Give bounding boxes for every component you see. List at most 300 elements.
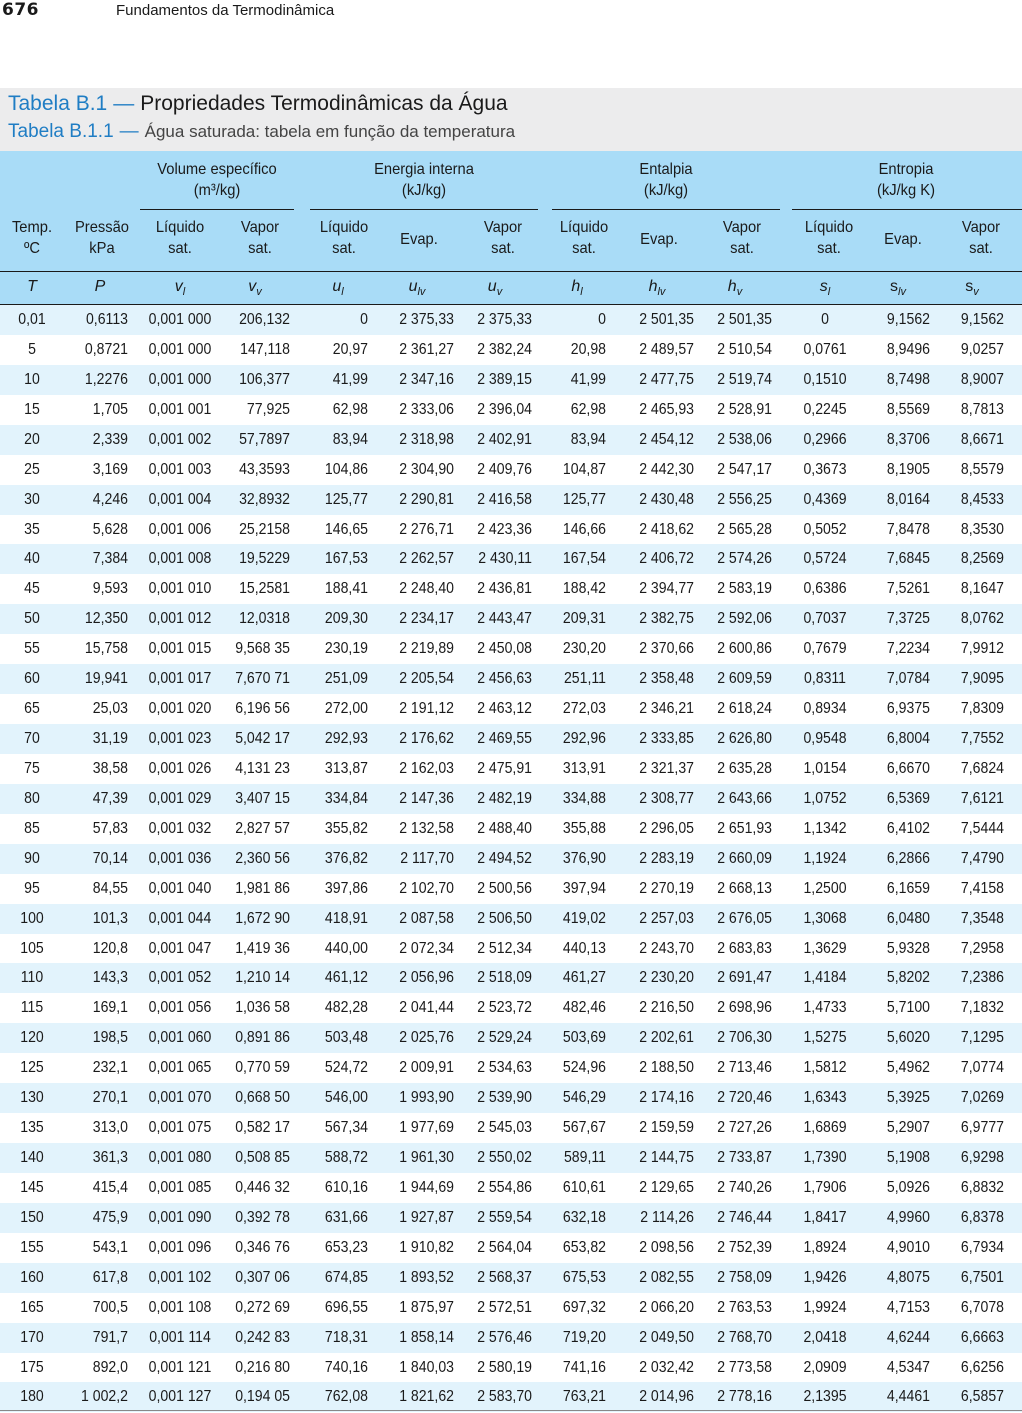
table-cell: 546,29 xyxy=(562,1089,606,1107)
table-cell: 2 450,08 xyxy=(477,640,532,658)
table-cell: 55 xyxy=(24,640,40,658)
table-cell: 0,001 056 xyxy=(148,999,212,1017)
subtable-number: Tabela B.1.1 xyxy=(8,121,114,142)
table-cell: 2,0909 xyxy=(803,1358,847,1376)
table-cell: 6,2866 xyxy=(886,849,930,867)
table-cell: 292,93 xyxy=(324,730,368,748)
table-cell: 106,377 xyxy=(239,370,290,388)
table-cell: 2 358,48 xyxy=(639,670,694,688)
table-cell: 2 698,96 xyxy=(717,999,772,1017)
table-cell: 167,53 xyxy=(324,550,368,568)
table-cell: 2 375,33 xyxy=(399,311,454,328)
symbol-subscript: v xyxy=(973,286,979,299)
column-header-line: Vapor xyxy=(483,219,523,236)
table-cell: 0,242 83 xyxy=(235,1328,290,1346)
table-cell: 5,9328 xyxy=(886,939,930,957)
table-cell: 0,001 029 xyxy=(148,789,212,807)
table-cell: 1,3068 xyxy=(803,909,847,927)
table-cell: 355,82 xyxy=(324,819,368,837)
table-cell: 47,39 xyxy=(92,789,128,807)
table-cell: 65 xyxy=(24,700,40,718)
table-cell: 6,5857 xyxy=(960,1388,1004,1406)
table-cell: 2 469,55 xyxy=(477,730,532,748)
table-cell: 85 xyxy=(24,819,40,837)
group-volume-unit: (m³/kg) xyxy=(193,182,241,199)
table-cell: 6,7501 xyxy=(960,1268,1004,1286)
table-title-block xyxy=(0,88,1022,151)
table-row xyxy=(0,993,1022,1023)
table-cell: 5,0926 xyxy=(886,1178,930,1196)
table-cell: 2 626,80 xyxy=(717,730,772,748)
table-cell: 2 114,26 xyxy=(640,1208,694,1226)
table-cell: 2 423,36 xyxy=(477,520,532,538)
table-cell: 675,53 xyxy=(562,1268,606,1286)
table-cell: 2 609,59 xyxy=(717,670,772,688)
table-row xyxy=(0,1382,1022,1412)
table-cell: 2 389,15 xyxy=(477,370,532,388)
table-cell: 20,98 xyxy=(570,340,606,358)
table-cell: 35 xyxy=(24,520,40,538)
table-cell: 25 xyxy=(24,460,40,478)
table-cell: 101,3 xyxy=(92,909,128,927)
table-cell: 2 049,50 xyxy=(639,1328,694,1346)
table-cell: 8,3706 xyxy=(886,430,930,448)
column-header xyxy=(462,217,545,259)
table-cell: 2 333,06 xyxy=(399,400,454,418)
column-header-line: Evap. xyxy=(884,231,922,248)
table-cell: 9,568 35 xyxy=(235,640,290,658)
table-cell: 8,0164 xyxy=(886,490,930,508)
table-cell: 2 547,17 xyxy=(717,460,772,478)
table-cell: 110 xyxy=(20,969,44,987)
column-header xyxy=(795,217,863,259)
table-cell: 543,1 xyxy=(92,1238,128,1256)
table-cell: 2,339 xyxy=(92,430,128,448)
table-cell: 2 763,53 xyxy=(717,1298,772,1316)
table-cell: 2 009,91 xyxy=(399,1059,454,1077)
column-header-line: Líquido xyxy=(155,219,205,236)
bottom-rule xyxy=(0,1410,1022,1411)
table-cell: 251,11 xyxy=(563,670,606,688)
table-cell: 440,00 xyxy=(324,939,368,957)
table-cell: 1 840,03 xyxy=(399,1358,454,1376)
table-cell: 3,407 15 xyxy=(235,789,290,807)
table-cell: 2 102,70 xyxy=(399,879,454,897)
table-cell: 6,6670 xyxy=(886,759,930,777)
table-cell: 2 230,20 xyxy=(639,969,694,987)
table-cell: 4,246 xyxy=(92,490,128,508)
table-cell: 1,1342 xyxy=(803,819,847,837)
table-row xyxy=(0,1053,1022,1083)
table-cell: 5,6020 xyxy=(886,1029,930,1047)
table-cell: 8,1905 xyxy=(886,460,930,478)
table-cell: 155 xyxy=(20,1238,44,1256)
table-cell: 313,87 xyxy=(324,759,368,777)
table-cell: 0,001 023 xyxy=(148,730,212,748)
table-cell: 0,001 000 xyxy=(148,340,212,358)
table-row xyxy=(0,1233,1022,1263)
table-cell: 6,6256 xyxy=(960,1358,1004,1376)
table-cell: 9,593 xyxy=(92,580,128,598)
table-cell: 2 635,28 xyxy=(717,759,772,777)
table-row xyxy=(0,963,1022,993)
table-cell: 2 394,77 xyxy=(639,580,694,598)
table-cell: 2 257,03 xyxy=(639,909,694,927)
table-row xyxy=(0,1173,1022,1203)
table-cell: 2 409,76 xyxy=(477,460,532,478)
table-cell: 8,7813 xyxy=(960,400,1004,418)
table-row xyxy=(0,365,1022,395)
table-cell: 461,27 xyxy=(562,969,606,987)
table-cell: 440,13 xyxy=(562,939,606,957)
table-cell: 2 219,89 xyxy=(399,640,454,658)
table-row xyxy=(0,724,1022,754)
table-cell: 0 xyxy=(598,311,606,328)
table-cell: 610,61 xyxy=(562,1178,606,1196)
table-cell: 7,5444 xyxy=(960,819,1004,837)
group-enthalpy-title: Entalpia xyxy=(639,161,693,178)
symbol-cell xyxy=(790,278,860,298)
table-cell: 146,66 xyxy=(562,520,606,538)
column-header-line: sat. xyxy=(332,240,356,257)
table-cell: 2 216,50 xyxy=(639,999,694,1017)
table-cell: 617,8 xyxy=(92,1268,128,1286)
table-cell: 415,4 xyxy=(92,1178,128,1196)
column-header xyxy=(3,217,62,259)
table-cell: 6,4102 xyxy=(886,819,930,837)
table-cell: 0,001 047 xyxy=(148,939,212,957)
table-cell: 1,705 xyxy=(92,400,128,418)
symbol-subscript: l xyxy=(827,286,831,299)
symbol-base: T xyxy=(27,278,37,295)
symbol-base: s xyxy=(890,278,899,295)
table-cell: 0,001 085 xyxy=(148,1178,212,1196)
column-header-line: sat. xyxy=(168,240,192,257)
table-cell: 3,169 xyxy=(92,460,128,478)
table-cell: 0,6113 xyxy=(85,311,128,328)
table-cell: 135 xyxy=(20,1119,44,1137)
table-cell: 0,001 008 xyxy=(148,550,212,568)
table-cell: 292,96 xyxy=(562,730,606,748)
table-cell: 12,0318 xyxy=(239,610,290,628)
table-row xyxy=(0,1203,1022,1233)
table-cell: 0,508 85 xyxy=(235,1149,290,1167)
table-cell: 2 129,65 xyxy=(639,1178,694,1196)
table-cell: 0,3673 xyxy=(803,460,847,478)
table-cell: 1 875,97 xyxy=(399,1298,454,1316)
group-rule xyxy=(792,209,1022,210)
table-row xyxy=(0,425,1022,455)
table-row xyxy=(0,814,1022,844)
symbol-cell xyxy=(542,278,612,298)
table-cell: 0,001 010 xyxy=(148,580,212,598)
table-cell: 2 025,76 xyxy=(399,1029,454,1047)
symbol-cell xyxy=(460,278,530,298)
symbol-base: h xyxy=(648,278,658,295)
symbol-base: s xyxy=(819,278,828,295)
table-row xyxy=(0,664,1022,694)
table-cell: 5,3925 xyxy=(886,1089,930,1107)
table-cell: 1,8924 xyxy=(803,1238,847,1256)
table-cell: 2 643,66 xyxy=(717,789,772,807)
table-subtitle: Tabela B.1.1 — Água saturada: tabela em função da temperatura xyxy=(8,121,516,142)
table-cell: 2 568,37 xyxy=(477,1268,532,1286)
table-cell: 180 xyxy=(20,1388,44,1406)
table-cell: 2 202,61 xyxy=(639,1029,694,1047)
table-cell: 2 296,05 xyxy=(639,819,694,837)
table-cell: 130 xyxy=(20,1089,44,1107)
symbol-cell xyxy=(863,278,933,298)
table-cell: 38,58 xyxy=(92,759,128,777)
table-cell: 355,88 xyxy=(562,819,606,837)
table-cell: 15,2581 xyxy=(239,580,290,598)
table-cell: 8,2569 xyxy=(960,550,1004,568)
table-cell: 7,6845 xyxy=(886,550,930,568)
table-cell: 397,94 xyxy=(562,879,606,897)
table-cell: 7,1295 xyxy=(960,1029,1004,1047)
table-cell: 0,001 060 xyxy=(148,1029,212,1047)
table-cell: 2 436,81 xyxy=(477,580,532,598)
group-enthalpy xyxy=(561,159,771,201)
table-cell: 2 454,12 xyxy=(639,430,694,448)
table-cell: 120 xyxy=(20,1029,44,1047)
table-cell: 2 528,91 xyxy=(717,400,772,418)
table-cell: 2 465,93 xyxy=(639,400,694,418)
table-cell: 0,001 040 xyxy=(148,879,212,897)
table-cell: 2 191,12 xyxy=(399,700,454,718)
table-cell: 1,4733 xyxy=(803,999,847,1017)
table-cell: 230,19 xyxy=(324,640,368,658)
table-cell: 376,90 xyxy=(562,849,606,867)
symbol-cell xyxy=(65,278,135,296)
table-cell: 8,4533 xyxy=(960,490,1004,508)
table-cell: 2 778,16 xyxy=(717,1388,772,1406)
column-header-line: Líquido xyxy=(559,219,609,236)
table-cell: 0,001 004 xyxy=(148,490,212,508)
table-cell: 2 506,50 xyxy=(477,909,532,927)
group-energy xyxy=(319,159,529,201)
symbol-cell xyxy=(622,278,692,298)
table-cell: 2 773,58 xyxy=(717,1358,772,1376)
column-header-line: kPa xyxy=(89,240,115,257)
table-cell: 2 430,11 xyxy=(478,550,532,568)
table-cell: 8,6671 xyxy=(960,430,1004,448)
table-cell: 9,1562 xyxy=(960,311,1004,328)
table-cell: 696,55 xyxy=(324,1298,368,1316)
table-cell: 631,66 xyxy=(324,1208,368,1226)
table-cell: 762,08 xyxy=(324,1388,368,1406)
table-cell: 5,4962 xyxy=(886,1059,930,1077)
table-cell: 1,5275 xyxy=(803,1029,847,1047)
table-cell: 4,7153 xyxy=(886,1298,930,1316)
table-cell: 2 132,58 xyxy=(399,819,454,837)
table-cell: 125,77 xyxy=(324,490,368,508)
table-cell: 740,16 xyxy=(324,1358,368,1376)
table-cell: 198,5 xyxy=(92,1029,128,1047)
table-cell: 0,8934 xyxy=(803,700,847,718)
table-cell: 7,9095 xyxy=(960,670,1004,688)
column-header-line: sat. xyxy=(248,240,272,257)
table-cell: 0,001 015 xyxy=(148,640,212,658)
table-cell: 567,67 xyxy=(562,1119,606,1137)
table-cell: 5,042 17 xyxy=(235,730,290,748)
table-cell: 77,925 xyxy=(246,400,290,418)
table-cell: 0,770 59 xyxy=(235,1059,290,1077)
table-cell: 7,4158 xyxy=(960,879,1004,897)
table-cell: 2 475,91 xyxy=(477,759,532,777)
table-cell: 0,5052 xyxy=(803,520,847,538)
table-cell: 2 676,05 xyxy=(717,909,772,927)
table-cell: 1,1924 xyxy=(803,849,847,867)
table-cell: 589,11 xyxy=(563,1149,606,1167)
table-cell: 0,001 036 xyxy=(148,849,212,867)
table-cell: 165 xyxy=(20,1298,44,1316)
table-cell: 2 416,58 xyxy=(477,490,532,508)
table-cell: 0,346 76 xyxy=(235,1238,290,1256)
table-cell: 0,2966 xyxy=(803,430,847,448)
table-cell: 2 375,33 xyxy=(477,311,532,328)
table-title: Tabela B.1 — Propriedades Termodinâmicas da Água xyxy=(8,92,508,115)
symbol-subscript: lv xyxy=(898,286,906,299)
table-cell: 6,196 56 xyxy=(235,700,290,718)
table-cell: 1,036 58 xyxy=(235,999,290,1017)
column-header-line: sat. xyxy=(730,240,754,257)
table-cell: 60 xyxy=(24,670,40,688)
table-cell: 0,2245 xyxy=(803,400,847,418)
table-cell: 1,672 90 xyxy=(235,909,290,927)
symbol-subscript: v xyxy=(496,286,503,299)
table-cell: 791,7 xyxy=(92,1328,128,1346)
table-row xyxy=(0,874,1022,904)
table-cell: 2 304,90 xyxy=(399,460,454,478)
table-cell: 0,668 50 xyxy=(235,1089,290,1107)
table-row xyxy=(0,574,1022,604)
table-cell: 0,392 78 xyxy=(235,1208,290,1226)
table-row xyxy=(0,544,1022,574)
table-row xyxy=(0,754,1022,784)
table-cell: 7,9912 xyxy=(960,640,1004,658)
table-cell: 8,5569 xyxy=(886,400,930,418)
table-cell: 0,001 075 xyxy=(148,1119,212,1137)
table-cell: 1 821,62 xyxy=(399,1388,454,1406)
table-cell: 120,8 xyxy=(92,939,128,957)
table-cell: 2 066,20 xyxy=(639,1298,694,1316)
table-cell: 40 xyxy=(24,550,40,568)
table-cell: 2 583,70 xyxy=(477,1388,532,1406)
table-cell: 2 333,85 xyxy=(639,730,694,748)
table-cell: 41,99 xyxy=(570,370,606,388)
table-cell: 503,48 xyxy=(324,1029,368,1047)
table-cell: 0,001 002 xyxy=(148,430,212,448)
group-rule xyxy=(310,209,538,210)
table-cell: 270,1 xyxy=(92,1089,128,1107)
table-cell: 80 xyxy=(24,789,40,807)
table-row xyxy=(0,455,1022,485)
column-header-line: Pressão xyxy=(74,219,129,236)
table-cell: 0,446 32 xyxy=(235,1178,290,1196)
table-cell: 0,7679 xyxy=(803,640,847,658)
table-cell: 57,83 xyxy=(92,819,128,837)
page-header xyxy=(0,0,1022,24)
table-cell: 0,194 05 xyxy=(235,1388,290,1406)
table-cell: 2 720,46 xyxy=(717,1089,772,1107)
table-cell: 230,20 xyxy=(562,640,606,658)
table-cell: 8,7498 xyxy=(886,370,930,388)
table-cell: 2 538,06 xyxy=(717,430,772,448)
column-header-line: Temp. xyxy=(11,219,53,236)
table-cell: 43,3593 xyxy=(239,460,290,478)
column-header xyxy=(551,217,617,259)
table-cell: 15 xyxy=(24,400,40,418)
table-cell: 143,3 xyxy=(92,969,128,987)
table-cell: 6,8832 xyxy=(960,1178,1004,1196)
table-row xyxy=(0,1293,1022,1323)
table-cell: 7,8478 xyxy=(886,520,930,538)
table-cell: 188,41 xyxy=(324,580,368,598)
table-cell: 57,7897 xyxy=(239,430,290,448)
group-entropy-title: Entropia xyxy=(878,161,934,178)
table-cell: 2 713,46 xyxy=(717,1059,772,1077)
running-title: Fundamentos da Termodinâmica xyxy=(116,2,335,19)
table-cell: 140 xyxy=(20,1149,44,1167)
table-cell: 2 539,90 xyxy=(477,1089,532,1107)
table-cell: 1,5812 xyxy=(803,1059,847,1077)
table-cell: 7,384 xyxy=(92,550,128,568)
table-cell: 2 592,06 xyxy=(717,610,772,628)
table-cell: 2 014,96 xyxy=(639,1388,694,1406)
table-cell: 2 456,63 xyxy=(477,670,532,688)
table-cell: 2 032,42 xyxy=(639,1358,694,1376)
table-cell: 313,0 xyxy=(92,1119,128,1137)
table-cell: 1 893,52 xyxy=(399,1268,454,1286)
table-cell: 2 518,09 xyxy=(477,969,532,987)
group-volume xyxy=(146,159,288,201)
column-header xyxy=(383,229,455,250)
table-cell: 125,77 xyxy=(562,490,606,508)
table-cell: 41,99 xyxy=(332,370,368,388)
table-cell: 2 510,54 xyxy=(717,340,772,358)
table-cell: 6,9298 xyxy=(960,1149,1004,1167)
table-cell: 19,941 xyxy=(84,670,128,688)
table-cell: 2 418,62 xyxy=(639,520,694,538)
table-cell: 62,98 xyxy=(332,400,368,418)
table-cell: 2 660,09 xyxy=(717,849,772,867)
table-cell: 653,82 xyxy=(562,1238,606,1256)
table-cell: 0,001 020 xyxy=(148,700,212,718)
table-cell: 6,7934 xyxy=(960,1238,1004,1256)
table-cell: 209,30 xyxy=(324,610,368,628)
table-cell: 1,9924 xyxy=(803,1298,847,1316)
table-cell: 145 xyxy=(20,1178,44,1196)
table-cell: 7,0784 xyxy=(886,670,930,688)
table-cell: 5,2907 xyxy=(886,1119,930,1137)
table-cell: 7,6121 xyxy=(960,789,1004,807)
column-header-line: sat. xyxy=(491,240,515,257)
table-cell: 1 910,82 xyxy=(399,1238,454,1256)
table-cell: 8,1647 xyxy=(960,580,1004,598)
table-cell: 0 xyxy=(821,311,829,328)
table-cell: 0,6386 xyxy=(803,580,847,598)
table-cell: 2 346,21 xyxy=(639,700,694,718)
table-cell: 0,001 080 xyxy=(148,1149,212,1167)
column-header-line: sat. xyxy=(817,240,841,257)
table-cell: 2 501,35 xyxy=(639,311,694,328)
table-cell: 2 501,35 xyxy=(717,311,772,328)
table-cell: 0,001 032 xyxy=(148,819,212,837)
table-cell: 0,001 096 xyxy=(148,1238,212,1256)
table-cell: 0,4369 xyxy=(803,490,847,508)
table-cell: 2 489,57 xyxy=(639,340,694,358)
